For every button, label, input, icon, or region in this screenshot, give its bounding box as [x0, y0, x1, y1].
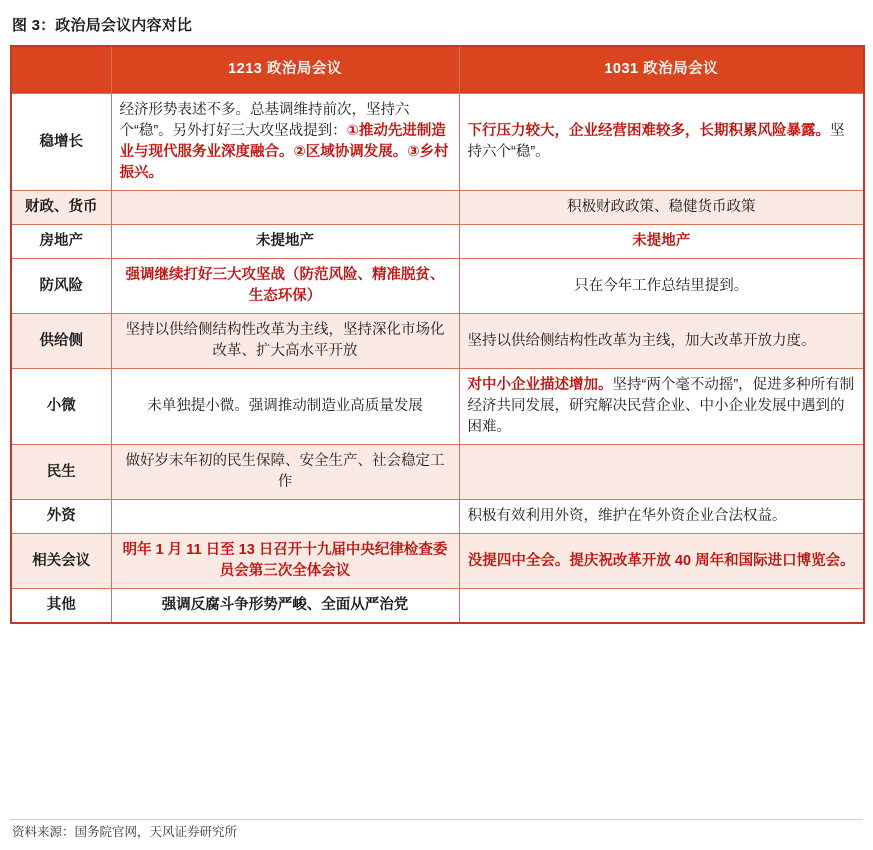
- footer-divider: [10, 819, 863, 820]
- table-row: [11, 314, 864, 369]
- cell-text-run: 只在今年工作总结里提到。: [574, 277, 749, 294]
- cell-text-run: 做好岁末年初的民生保障、安全生产、社会稳定工作: [125, 453, 445, 491]
- cell-1213: [111, 314, 459, 369]
- table-row: [11, 589, 864, 624]
- table-row: [11, 225, 864, 259]
- cell-text-run: 下行压力较大，企业经营困难较多，长期积累风险暴露。: [467, 123, 830, 140]
- cell-1213: [111, 445, 459, 500]
- row-label: 房地产: [11, 225, 111, 259]
- row-label: 供给侧: [11, 314, 111, 369]
- cell-text-run: 坚持“两个毫不动摇”，促进多种所有制经济共同发展，研究解决民营企业、中小企业发展中遇到的困难。: [467, 377, 855, 436]
- cell-text-run: 未单独提小微。强调推动制造业高质量发展: [147, 398, 423, 415]
- cell-1213: [111, 369, 459, 445]
- cell-text-run: 强调继续打好三大攻坚战（防范风险、精准脱贫、生态环保）: [125, 267, 445, 305]
- cell-1031: [459, 225, 864, 259]
- cell-1213: [111, 191, 459, 225]
- cell-text-run: 积极财政政策、稳健货币政策: [567, 199, 756, 216]
- row-label: 稳增长: [11, 94, 111, 191]
- cell-text-run: 经济形势表述不多。总基调维持前次，坚持六个“稳”。另外打好三大攻坚战提到：: [119, 102, 410, 140]
- cell-1031: [459, 94, 864, 191]
- row-label: 财政、货币: [11, 191, 111, 225]
- table-row: [11, 534, 864, 589]
- table-header: [11, 46, 864, 94]
- cell-text-run: 强调反腐斗争形势严峻、全面从严治党: [161, 597, 409, 614]
- row-label: 小微: [11, 369, 111, 445]
- cell-1031: [459, 445, 864, 500]
- page-title: 图 3：政治局会议内容对比: [12, 17, 193, 34]
- cell-text-run: 未提地产: [632, 233, 691, 250]
- cell-1031: [459, 191, 864, 225]
- cell-text-run: 没提四中全会。提庆祝改革开放 40 周年和国际进口博览会。: [467, 552, 855, 569]
- table-row: [11, 259, 864, 314]
- cell-1031: [459, 534, 864, 589]
- table-header-col2: 1031 政治局会议: [459, 46, 864, 94]
- row-label: 外资: [11, 500, 111, 534]
- table-header-col1: 1213 政治局会议: [111, 46, 459, 94]
- cell-1213: [111, 225, 459, 259]
- cell-text-run: 坚持以供给侧结构性改革为主线，加大改革开放力度。: [467, 332, 816, 349]
- cell-1031: [459, 314, 864, 369]
- cell-text-run: 坚持以供给侧结构性改革为主线，坚持深化市场化改革、扩大高水平开放: [125, 322, 445, 360]
- cell-text-run: ①推动先进制造业与现代服务业深度融合。②区域协调发展。③乡村振兴。: [119, 123, 449, 182]
- cell-1031: [459, 500, 864, 534]
- table-header-corner: [11, 46, 111, 94]
- table-header-row: [11, 46, 864, 94]
- cell-text-run: 明年 1 月 11 日至 13 日召开十九届中央纪律检查委员会第三次全体会议: [122, 542, 448, 580]
- cell-1031: [459, 589, 864, 624]
- cell-text-run: 未提地产: [256, 233, 314, 250]
- cell-text-run: 坚持六个“稳”。: [467, 123, 845, 161]
- row-label: 民生: [11, 445, 111, 500]
- comparison-table: [10, 45, 865, 624]
- row-label: 相关会议: [11, 534, 111, 589]
- table-row: [11, 369, 864, 445]
- table-row: [11, 500, 864, 534]
- cell-1213: [111, 500, 459, 534]
- table-row: [11, 191, 864, 225]
- row-label: 防风险: [11, 259, 111, 314]
- cell-1213: [111, 589, 459, 624]
- cell-text-run: 积极有效利用外资，维护在华外资企业合法权益。: [467, 508, 787, 525]
- cell-1213: [111, 94, 459, 191]
- table-body: [11, 94, 864, 624]
- cell-1213: [111, 259, 459, 314]
- source-note: 资料来源：国务院官网，天风证券研究所: [12, 825, 238, 839]
- table-row: [11, 94, 864, 191]
- table-row: [11, 445, 864, 500]
- cell-text-run: 对中小企业描述增加。: [467, 377, 613, 394]
- cell-1031: [459, 369, 864, 445]
- cell-1213: [111, 534, 459, 589]
- row-label: 其他: [11, 589, 111, 624]
- cell-1031: [459, 259, 864, 314]
